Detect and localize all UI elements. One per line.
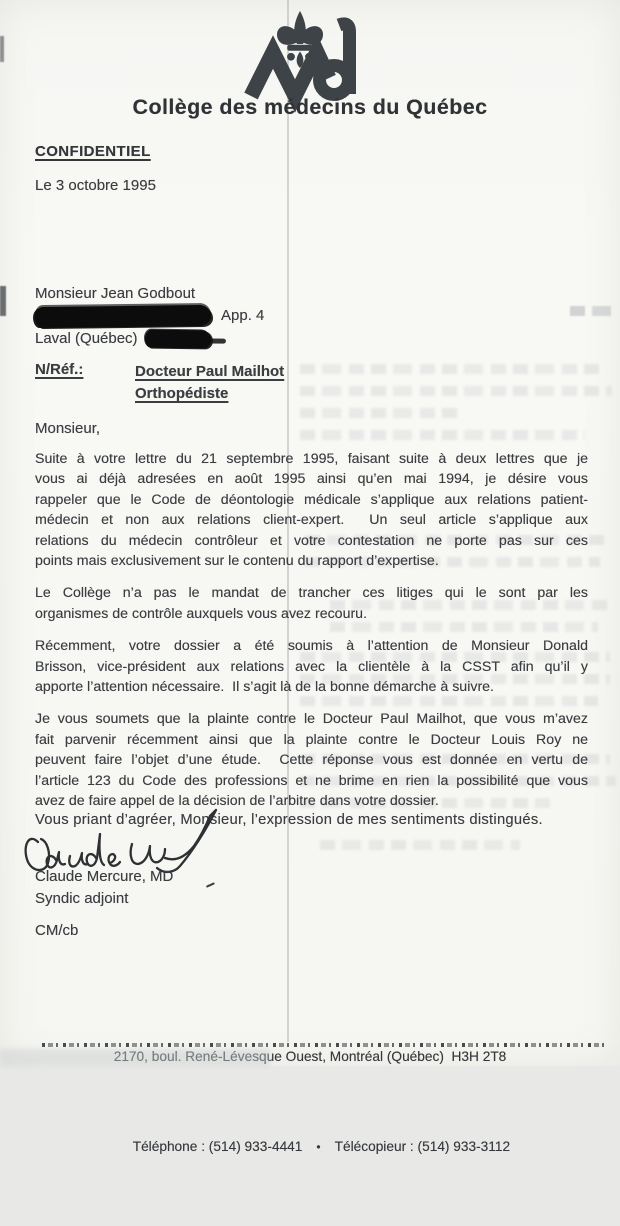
footer-phone: Téléphone : (514) 933-4441 xyxy=(132,1139,303,1154)
paragraph-line: avez de faire appel de la décision de l’arbitre dans votre dossier. xyxy=(35,793,439,810)
salutation: Monsieur, xyxy=(35,420,101,437)
footer-contact-row xyxy=(0,1114,620,1182)
typist-initials: CM/cb xyxy=(35,922,79,939)
paragraph-line: relations du médecin contrôleur et votre contestation ne porte pas sur ces xyxy=(35,532,588,549)
paragraph xyxy=(35,636,588,697)
paragraph-line: Le Collège n’a pas le mandat de trancher ces litiges qui le sont par les xyxy=(35,585,588,602)
closing-formula: Vous priant d’agréer, Monsieur, l’expression de mes sentiments distingués. xyxy=(35,812,543,828)
paragraph-line: médecin et non aux relations client-expert. Un seul article s’applique aux xyxy=(35,512,588,529)
md-fleur-de-lis-logo-icon xyxy=(243,10,375,102)
bleed-through-text xyxy=(570,306,618,316)
street-redaction-bar xyxy=(35,304,211,326)
footer-address: 2170, boul. René-Lévesque Ouest, Montréal (Québec) H3H 2T8 xyxy=(113,1049,507,1064)
letterhead-footer xyxy=(0,1001,620,1226)
paragraph-line: peuvent faire l’objet d’une étude. Cette réponse vous est donnée en vertu de xyxy=(35,752,588,769)
recipient-city: Laval (Québec) xyxy=(35,330,138,347)
bleed-through-text xyxy=(300,364,600,374)
paragraph-line: Suite à votre lettre du 21 septembre 1995, faisant suite à deux lettres que je xyxy=(35,451,588,467)
scan-noise-bar xyxy=(42,1043,608,1047)
signer-name: Claude Mercure, MD xyxy=(35,868,174,885)
recipient-block xyxy=(35,283,264,350)
scan-edge-mark xyxy=(0,286,6,316)
recipient-city-row xyxy=(35,327,264,350)
bleed-through-text xyxy=(300,386,612,396)
organization-name: Collège des médecins du Québec xyxy=(132,95,488,119)
paragraph-line: Brisson, vice-président aux relations avec la clientèle à la CSST afin qu’il y xyxy=(35,658,588,675)
paragraph xyxy=(35,709,588,811)
bleed-through-text xyxy=(300,408,460,418)
bullet-separator: • xyxy=(316,1140,321,1154)
paragraph-line: rappeler que le Code de déontologie médicale s’applique aux relations patient- xyxy=(35,491,588,508)
letter-body xyxy=(35,449,588,824)
paragraph-line: Je vous soumets que la plainte contre le Docteur Paul Mailhot, que vous m’avez xyxy=(35,711,588,728)
paragraph-line: apporte l’attention nécessaire. Il s’agit là de la bonne démarche à suivre. xyxy=(35,679,495,696)
paragraph-line: points mais exclusivement sur le contenu du rapport d’expertise. xyxy=(35,553,439,570)
signer-block xyxy=(35,866,173,910)
postal-code-redaction-bar xyxy=(144,329,210,348)
signer-title: Syndic adjoint xyxy=(35,890,129,907)
scan-edge-mark xyxy=(0,36,4,62)
bleed-through-text xyxy=(300,430,585,440)
footer-fax: Télécopieur : (514) 933-3112 xyxy=(334,1139,511,1154)
paragraph-line: l’article 123 du Code des professions et ne brime en rien la possibilité que vous xyxy=(35,772,588,789)
reference-subject-name: Docteur Paul Mailhot xyxy=(135,363,285,380)
paragraph-line: Récemment, votre dossier a été soumis à l’attention de Monsieur Donald xyxy=(35,638,588,655)
reference-label: N/Réf.: xyxy=(35,361,84,378)
reference-subject-specialty: Orthopédiste xyxy=(135,385,229,402)
reference-block xyxy=(35,361,284,405)
paragraph xyxy=(35,449,588,571)
recipient-apartment: App. 4 xyxy=(221,307,265,324)
confidential-label: CONFIDENTIEL xyxy=(35,143,151,160)
recipient-name: Monsieur Jean Godbout xyxy=(35,285,196,302)
paragraph-line: fait parvenir récemment ainsi que la plainte contre le Docteur Louis Roy ne xyxy=(35,731,588,748)
paragraph-line: organismes de contrôle auxquels vous avez recouru. xyxy=(35,605,368,622)
paragraph xyxy=(35,583,588,624)
letter-date: Le 3 octobre 1995 xyxy=(35,177,156,194)
scan-smudge xyxy=(0,1049,270,1066)
recipient-address-row xyxy=(35,304,264,327)
bleed-through-text xyxy=(320,840,520,850)
paragraph-line: vous ai déjà adresées en août 1995 ainsi qu’en mai 1994, je désire vous xyxy=(35,471,588,488)
